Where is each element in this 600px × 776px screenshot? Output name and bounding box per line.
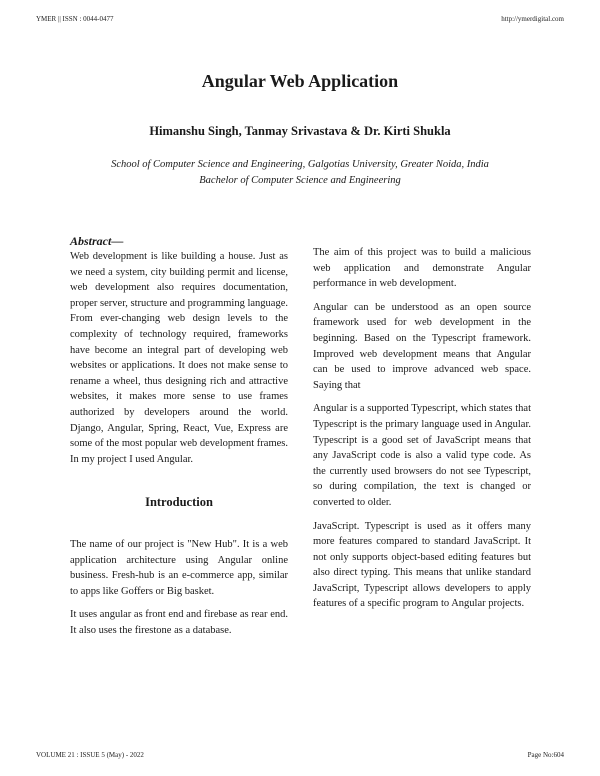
introduction-paragraph-2: It uses angular as front end and firebase as rear end. It also uses the firestone as a database. [70,609,288,636]
body-paragraph-1: The aim of this project was to build a malicious web application and demonstrate Angular performance in web development. [313,247,531,290]
body-paragraph-3: Angular is a supported Typescript, which states that Typescript is the primary language used in Angular. Typescript is a good set of JavaScript means that any JavaScript code is also a valid type code. As the currently used browsers do not see Typescript, so during compilation, the text is changed or converted to older. [313,403,531,508]
journal-url: http://ymerdigital.com [501,15,564,23]
affiliation-line-1: School of Computer Science and Engineering, Galgotias University, Greater Noida, India [111,159,489,170]
paper-title: Angular Web Application [201,71,399,91]
body-paragraph-2: Angular can be understood as an open source framework used for web development in the beginning. Based on the Typescript framework. Improved web development means that Angular can be used to improve advanced web space. Saying that [313,301,531,391]
affiliation-line-2: Bachelor of Computer Science and Engineering [199,175,401,186]
introduction-paragraph-1: The name of our project is "New Hub". It is a web application architecture using Angular online business. Fresh-hub is an e-commerce app, similar to apps like Goffers or Big basket. [70,538,288,597]
left-column [70,233,288,646]
paper-authors: Himanshu Singh, Tanmay Srivastava & Dr. Kirti Shukla [149,124,451,138]
abstract-heading: Abstract— [70,234,124,248]
volume-footer: VOLUME 21 : ISSUE 5 (May) - 2022 [36,751,144,759]
introduction-heading: Introduction [145,495,213,510]
journal-header: YMER || ISSN : 0044-0477 [36,15,114,23]
abstract-text: Web development is like building a house. Just as we need a system, city building permit and license, web development also requires documentation, proper server, structure and programming language. From ever-changing web design levels to the complexity of technology required, frameworks have become an integral part of developing web websites or applications. It does not make sense to rename a wheel, thus designing rich and attractive websites, it makes more sense to use frames authorized by developers around the world. Django, Angular, Spring, React, Vue, Express are some of the most popular web development frames. In my project I used Angular. [70,251,288,465]
affiliation [0,157,600,189]
right-column [313,245,531,620]
page-number: Page No:604 [527,751,564,759]
body-paragraph-4: JavaScript. Typescript is used as it offers many more features compared to standard JavaScript. It not only supports object-based editing features but also direct typing. This means that unlike standard JavaScript, Typescript allows developers to apply features of a specific program to Angular projects. [313,520,531,610]
